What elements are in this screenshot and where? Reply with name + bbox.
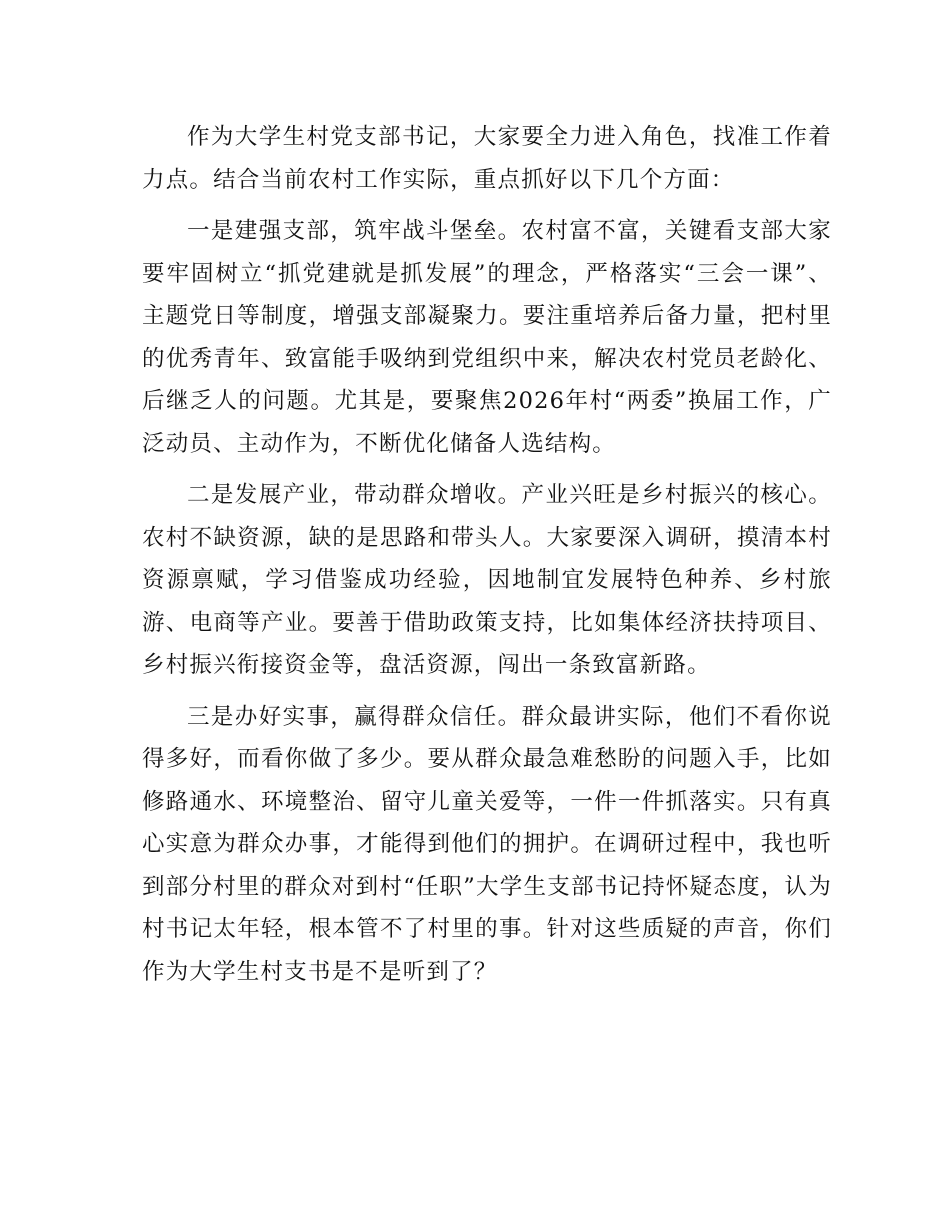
paragraph-point-three: 三是办好实事，赢得群众信任。群众最讲实际，他们不看你说得多好，而看你做了多少。要从群众最急难愁盼的问题入手，比如修路通水、环境整治、留守儿童关爱等，一件一件抓落实。只有真心实意为群众办事，才能得到他们的拥护。在调研过程中，我也听到部分村里的群众对到村“任职”大学生支部书记持怀疑态度，认为村书记太年轻，根本管不了村里的事。针对这些质疑的声音，你们作为大学生村支书是不是听到了？ [142,703,832,985]
paragraph-point-two: 二是发展产业，带动群众增收。产业兴旺是乡村振兴的核心。农村不缺资源，缺的是思路和带头人。大家要深入调研，摸清本村资源禀赋，学习借鉴成功经验，因地制宜发展特色种养、乡村旅游、电商等产业。要善于借助政策支持，比如集体经济扶持项目、乡村振兴衔接资金等，盘活资源，闯出一条致富新路。 [142,482,832,678]
document-body [142,116,832,1002]
paragraph-point-one: 一是建强支部，筑牢战斗堡垒。农村富不富，关键看支部大家要牢固树立“抓党建就是抓发展”的理念，严格落实“三会一课”、主题党日等制度，增强支部凝聚力。要注重培养后备力量，把村里的优秀青年、致富能手吸纳到党组织中来，解决农村党员老龄化、后继乏人的问题。尤其是，要聚焦2026年村“两委”换届工作，广泛动员、主动作为，不断优化储备人选结构。 [142,218,832,457]
paragraph-intro: 作为大学生村党支部书记，大家要全力进入角色，找准工作着力点。结合当前农村工作实际，重点抓好以下几个方面： [142,124,832,193]
